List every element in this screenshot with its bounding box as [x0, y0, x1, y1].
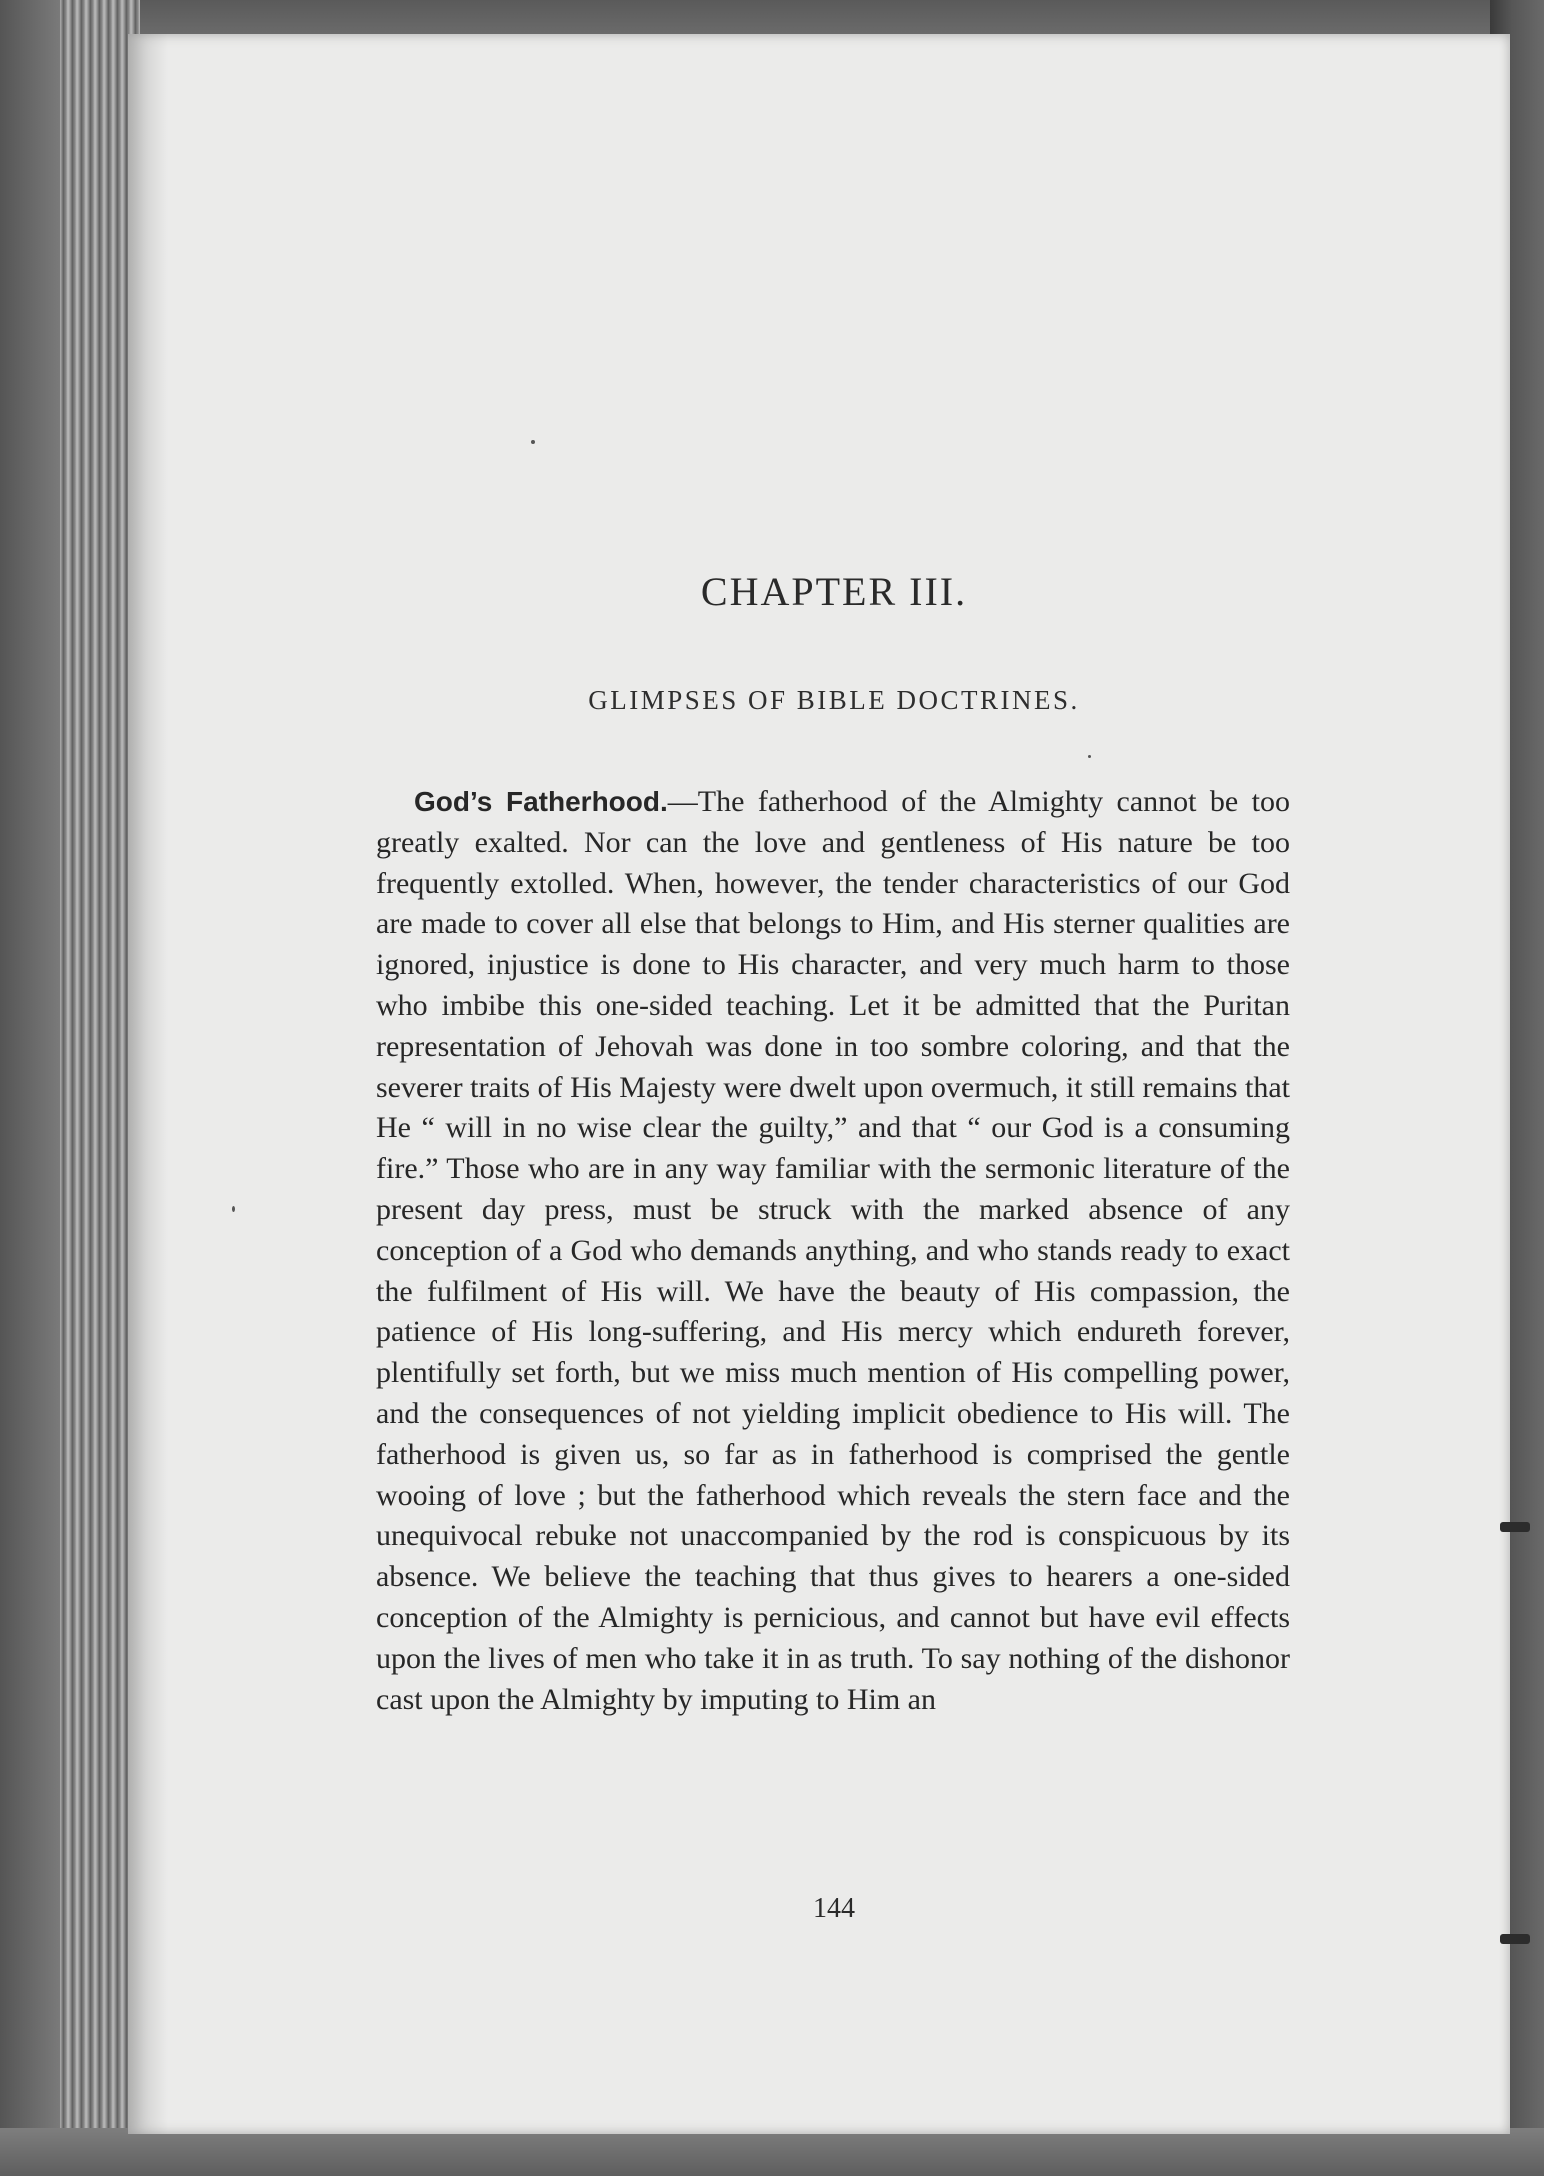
paper-speck: [1088, 755, 1091, 758]
page-clip-lower: [1500, 1934, 1530, 1944]
page-number: 144: [813, 1893, 855, 1924]
page-gutter-shadow: [128, 34, 168, 2134]
book-spine-shadow: [0, 0, 60, 2176]
paragraph-lead-heading: God’s Fatherhood.: [414, 786, 668, 817]
paper-speck: [531, 440, 535, 444]
chapter-title: CHAPTER III.: [700, 569, 968, 614]
page-clip-upper: [1500, 1522, 1530, 1532]
body-paragraph: [376, 782, 1290, 1720]
paper-speck: [232, 1206, 235, 1212]
scan-background-bottom: [0, 2128, 1544, 2176]
chapter-subtitle: GLIMPSES OF BIBLE DOCTRINES.: [588, 685, 1080, 715]
paragraph-text: —The fatherhood of the Almighty cannot be too greatly exalted. Nor can the love and gentleness of His nature be too frequently extolled. When, however, the tender characteristics of our God are made to cover all else that belongs to Him, and His sterner qualities are ignored, injustice is done to His character, and very much harm to those who imbibe this one-sided teaching. Let it be admitted that the Puritan representation of Jehovah was done in too sombre coloring, and that the severer traits of His Majesty were dwelt upon overmuch, it still remains that He “ will in no wise clear the guilty,” and that “ our God is a consuming fire.” Those who are in any way familiar with the sermonic literature of the present day press, must be struck with the marked absence of any conception of a God who demands anything, and who stands ready to exact the fulfilment of His will. We have the beauty of His compassion, the patience of His long-suffering, and His mercy which endureth forever, plentifully set forth, but we miss much mention of His compelling power, and the consequences of not yielding implicit obedience to His will. The fatherhood is given us, so far as in fatherhood is comprised the gentle wooing of love ; but the fatherhood which reveals the stern face and the unequivocal rebuke not unaccompanied by the rod is conspicuous by its absence. We believe the teaching that thus gives to hearers a one-sided conception of the Almighty is pernicious, and cannot but have evil effects upon the lives of men who take it in as truth. To say nothing of the dishonor cast upon the Almighty by imputing to Him an: [376, 785, 1290, 1716]
